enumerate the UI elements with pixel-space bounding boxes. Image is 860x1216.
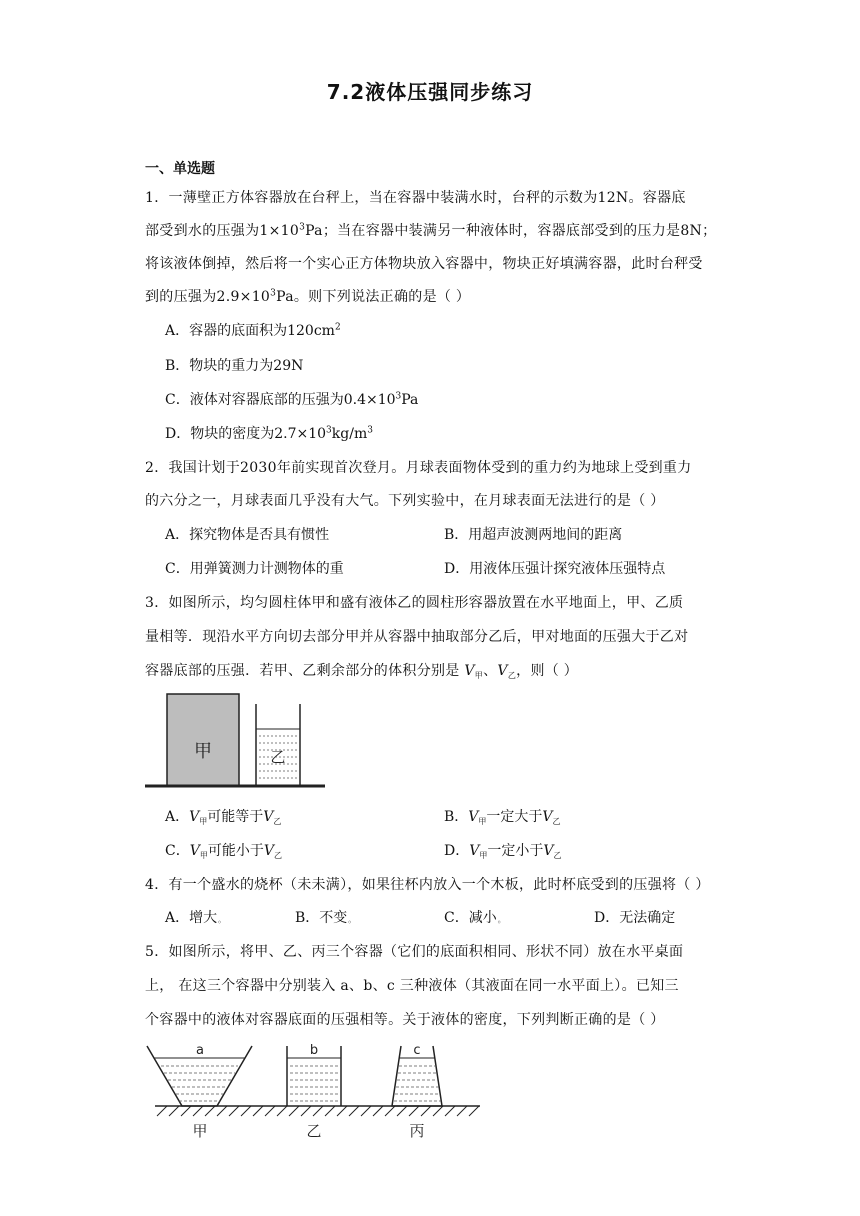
q4-option-b[interactable]: B．不变$_◦$ <box>295 910 353 927</box>
q3-option-b[interactable]: B．$V_甲$一定大于$V_乙$ <box>444 809 561 826</box>
q4-option-c[interactable]: C．减小$_◦$ <box>444 910 502 927</box>
page-title: 7.2液体压强同步练习 <box>326 80 534 104</box>
q2-option-a[interactable]: A．探究物体是否具有惯性 <box>165 527 330 543</box>
q2-line-2: 的六分之一，月球表面几乎没有大气。下列实验中，在月球表面无法进行的是（ ） <box>145 493 665 509</box>
q5-container-yi: 乙 <box>306 1122 322 1140</box>
q5-container-bing: 丙 <box>409 1122 425 1140</box>
q1-line-1: 1．一薄壁正方体容器放在台秤上，当在容器中装满水时，台秤的示数为12N。容器底 <box>145 190 686 206</box>
section-heading: 一、单选题 <box>145 161 215 177</box>
q4-option-d[interactable]: D．无法确定 <box>594 910 676 926</box>
q2-line-1: 2．我国计划于2030年前实现首次登月。月球表面物体受到的重力约为地球上受到重力 <box>145 460 692 476</box>
q1-line-2: 部受到水的压强为$1\times 10^3Pa$；当在容器中装满另一种液体时，容器底部受到的压力是8N； <box>145 222 717 239</box>
q3-line-2: 量相等．现沿水平方向切去部分甲并从容器中抽取部分乙后，甲对地面的压强大于乙对 <box>145 629 689 645</box>
q3-figure-label-jia: 甲 <box>194 741 212 762</box>
q4-line-1: 4．有一个盛水的烧杯（未未满），如果往杯内放入一个木板，此时杯底受到的压强将（ ） <box>145 877 710 893</box>
q5-container-jia: 甲 <box>192 1122 208 1140</box>
q1-line-3: 将该液体倒掉，然后将一个实心正方体物块放入容器中，物块正好填满容器，此时台秤受 <box>145 256 703 272</box>
q1-option-d[interactable]: D．物块的密度为$2.7\times 10^3kg/m^3$ <box>165 425 373 442</box>
q1-line-4: 到的压强为$2.9\times 10^3Pa$。则下列说法正确的是（ ） <box>145 288 471 305</box>
q5-liquid-a: a <box>196 1043 204 1058</box>
q3-option-d[interactable]: D．$V_甲$一定小于$V_乙$ <box>444 843 562 860</box>
q3-line-3: 容器底部的压强．若甲、乙剩余部分的体积分别是 $V_甲$、$V_乙$，则（ ） <box>145 663 579 680</box>
q2-option-c[interactable]: C．用弹簧测力计测物体的重 <box>165 561 344 577</box>
q5-figure <box>145 1040 490 1145</box>
q5-liquid-c: c <box>413 1043 421 1058</box>
q1-option-b[interactable]: B．物块的重力为29N <box>165 358 304 374</box>
q2-option-b[interactable]: B．用超声波测两地间的距离 <box>444 527 623 543</box>
q4-option-a[interactable]: A．增大$_◦$ <box>165 910 222 927</box>
q2-option-d[interactable]: D．用液体压强计探究液体压强特点 <box>444 561 666 577</box>
q1-option-a[interactable]: A．容器的底面积为$120cm^2$ <box>165 322 341 339</box>
q3-line-1: 3．如图所示，均匀圆柱体甲和盛有液体乙的圆柱形容器放置在水平地面上，甲、乙质 <box>145 595 684 611</box>
q3-figure <box>145 690 335 790</box>
q5-liquid-b: b <box>309 1043 319 1058</box>
q5-line-1: 5．如图所示，将甲、乙、丙三个容器（它们的底面积相同、形状不同）放在水平桌面 <box>145 944 684 960</box>
q5-line-2: 上， 在这三个容器中分别装入 a、b、c 三种液体（其液面在同一水平面上）。已知三 <box>145 978 679 994</box>
q1-option-c[interactable]: C．液体对容器底部的压强为$0.4\times 10^3Pa$ <box>165 391 419 408</box>
q3-option-a[interactable]: A．$V_甲$可能等于$V_乙$ <box>165 809 282 826</box>
q5-line-3: 个容器中的液体对容器底面的压强相等。关于液体的密度，下列判断正确的是（ ） <box>145 1012 665 1028</box>
q3-option-c[interactable]: C．$V_甲$可能小于$V_乙$ <box>165 843 282 860</box>
q3-figure-label-yi: 乙 <box>270 748 286 766</box>
